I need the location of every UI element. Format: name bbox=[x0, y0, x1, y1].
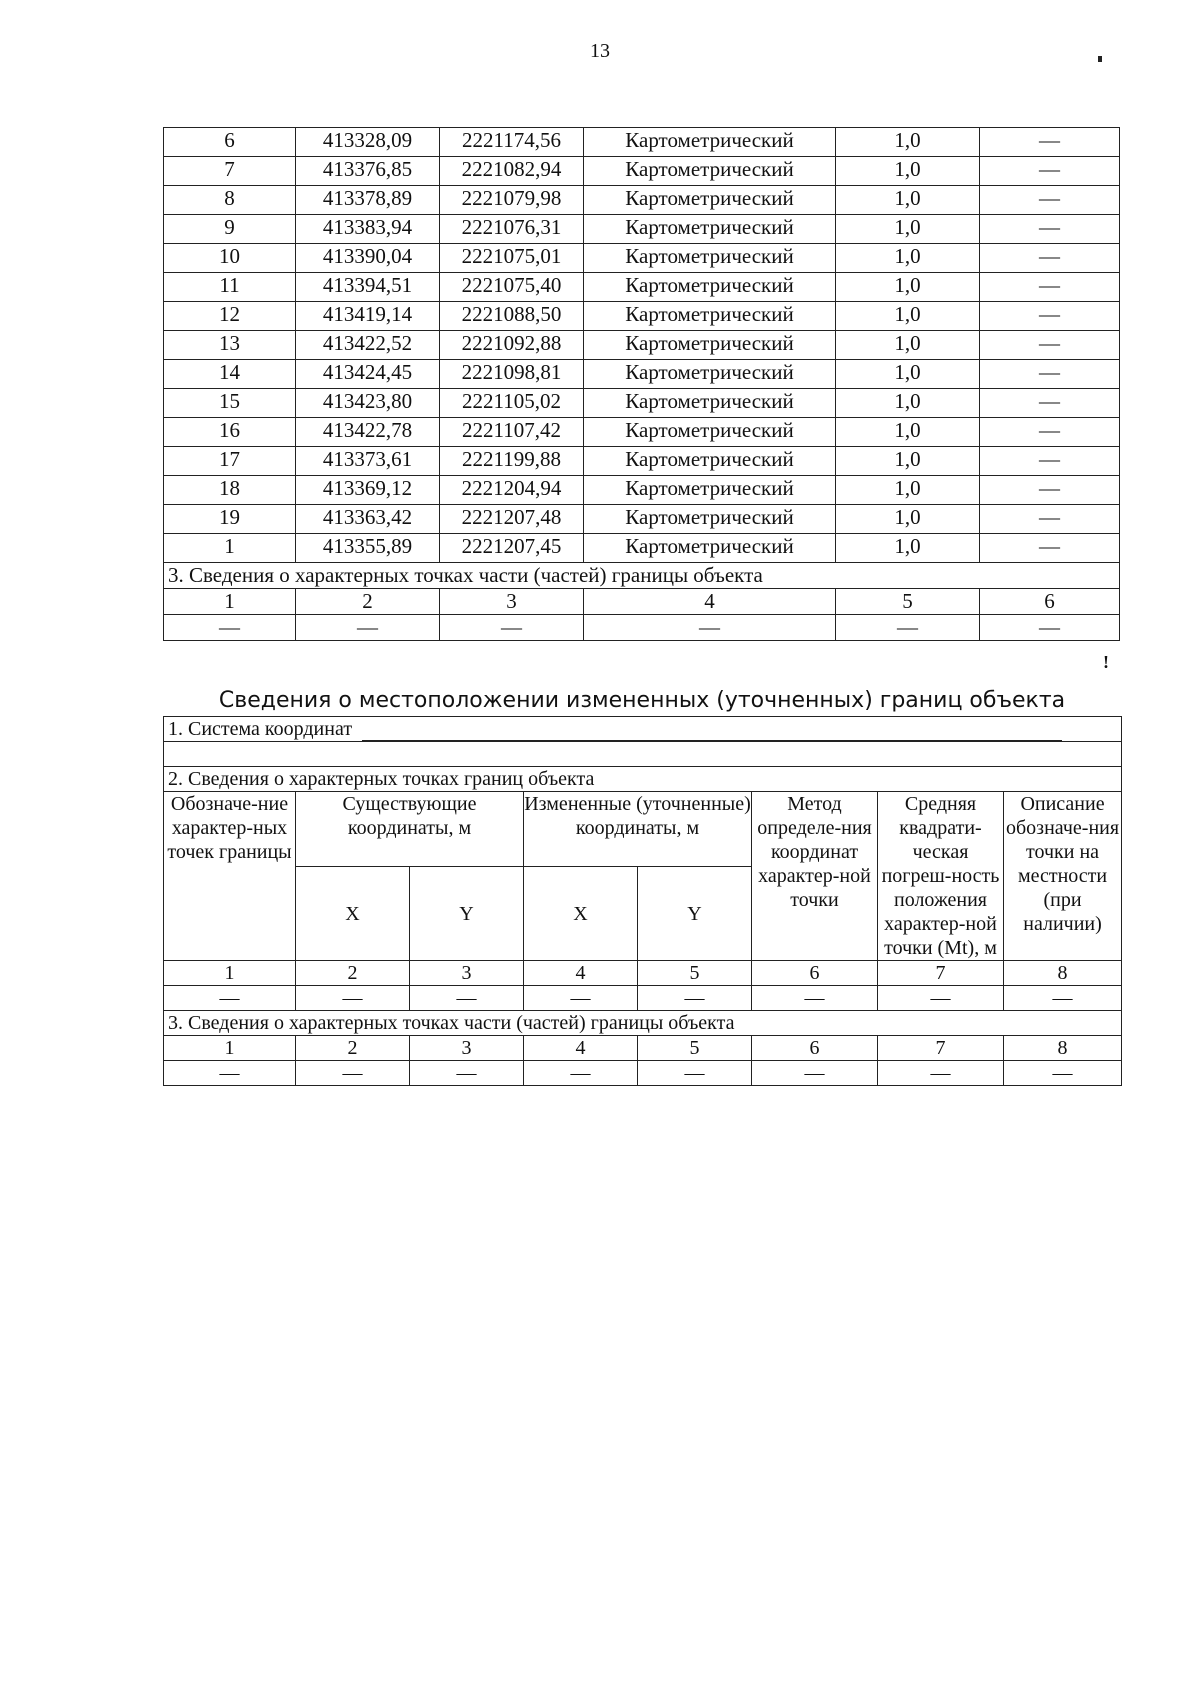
column-numbers-row bbox=[164, 961, 1122, 986]
header-existing-y: Y bbox=[410, 867, 524, 961]
mt-value: 1,0 bbox=[836, 186, 980, 215]
method: Картометрический bbox=[584, 186, 836, 215]
mt-value: 1,0 bbox=[836, 476, 980, 505]
mt-value: 1,0 bbox=[836, 331, 980, 360]
section3-numbers-row bbox=[164, 1036, 1122, 1061]
table-row bbox=[164, 360, 1120, 389]
dash-cell: — bbox=[296, 615, 440, 641]
y-coordinate: 2221207,45 bbox=[440, 534, 584, 563]
section2-label: 2. Сведения о характерных точках границ объекта bbox=[164, 767, 1122, 792]
x-coordinate: 413376,85 bbox=[296, 157, 440, 186]
table-row bbox=[164, 331, 1120, 360]
y-coordinate: 2221107,42 bbox=[440, 418, 584, 447]
description: — bbox=[980, 389, 1120, 418]
point-number: 19 bbox=[164, 505, 296, 534]
dash-cell: — bbox=[638, 986, 752, 1011]
point-number: 18 bbox=[164, 476, 296, 505]
point-number: 8 bbox=[164, 186, 296, 215]
dash-cell: — bbox=[584, 615, 836, 641]
y-coordinate: 2221199,88 bbox=[440, 447, 584, 476]
dash-cell: — bbox=[524, 1061, 638, 1086]
point-number: 13 bbox=[164, 331, 296, 360]
col-num: 2 bbox=[296, 961, 410, 986]
mt-value: 1,0 bbox=[836, 389, 980, 418]
table-row bbox=[164, 447, 1120, 476]
section3-dash-row bbox=[164, 1061, 1122, 1086]
section3-dash-row bbox=[164, 615, 1120, 641]
section3-row bbox=[164, 563, 1120, 589]
x-coordinate: 413394,51 bbox=[296, 273, 440, 302]
point-number: 1 bbox=[164, 534, 296, 563]
col-num: 3 bbox=[410, 1036, 524, 1061]
section2-row bbox=[164, 767, 1122, 792]
dash-cell: — bbox=[164, 615, 296, 641]
dash-cell: — bbox=[440, 615, 584, 641]
method: Картометрический bbox=[584, 360, 836, 389]
table-row bbox=[164, 215, 1120, 244]
x-coordinate: 413373,61 bbox=[296, 447, 440, 476]
mt-value: 1,0 bbox=[836, 215, 980, 244]
description: — bbox=[980, 302, 1120, 331]
header-changed-x: X bbox=[524, 867, 638, 961]
col-num: 1 bbox=[164, 1036, 296, 1061]
col-num: 4 bbox=[524, 1036, 638, 1061]
point-number: 16 bbox=[164, 418, 296, 447]
dash-cell: — bbox=[878, 1061, 1004, 1086]
y-coordinate: 2221076,31 bbox=[440, 215, 584, 244]
x-coordinate: 413355,89 bbox=[296, 534, 440, 563]
dash-cell: — bbox=[1004, 986, 1122, 1011]
header-method: Метод определе-ния координат характер-ной точки bbox=[752, 792, 878, 961]
table-row bbox=[164, 389, 1120, 418]
col-num: 1 bbox=[164, 589, 296, 615]
description: — bbox=[980, 418, 1120, 447]
col-num: 2 bbox=[296, 589, 440, 615]
dash-cell: — bbox=[164, 986, 296, 1011]
blank-cell bbox=[164, 742, 1122, 767]
method: Картометрический bbox=[584, 447, 836, 476]
mt-value: 1,0 bbox=[836, 157, 980, 186]
description: — bbox=[980, 476, 1120, 505]
coord-system-row bbox=[164, 717, 1122, 742]
side-mark: ! bbox=[1103, 652, 1109, 672]
x-coordinate: 413378,89 bbox=[296, 186, 440, 215]
boundary-points-body bbox=[164, 128, 1120, 563]
dash-cell: — bbox=[296, 986, 410, 1011]
description: — bbox=[980, 534, 1120, 563]
x-coordinate: 413423,80 bbox=[296, 389, 440, 418]
table-row bbox=[164, 505, 1120, 534]
dash-cell: — bbox=[752, 986, 878, 1011]
page-number: 13 bbox=[590, 40, 610, 62]
col-num: 7 bbox=[878, 961, 1004, 986]
dash-cell: — bbox=[410, 986, 524, 1011]
header-changed-y: Y bbox=[638, 867, 752, 961]
description: — bbox=[980, 360, 1120, 389]
description: — bbox=[980, 215, 1120, 244]
y-coordinate: 2221075,40 bbox=[440, 273, 584, 302]
col-num: 3 bbox=[440, 589, 584, 615]
point-number: 11 bbox=[164, 273, 296, 302]
changed-boundaries-table bbox=[163, 716, 1122, 1086]
point-number: 9 bbox=[164, 215, 296, 244]
method: Картометрический bbox=[584, 128, 836, 157]
section-title: Сведения о местоположении измененных (уточненных) границ объекта bbox=[218, 688, 1066, 713]
table-row bbox=[164, 128, 1120, 157]
method: Картометрический bbox=[584, 244, 836, 273]
point-number: 17 bbox=[164, 447, 296, 476]
col-num: 8 bbox=[1004, 961, 1122, 986]
x-coordinate: 413369,12 bbox=[296, 476, 440, 505]
point-number: 7 bbox=[164, 157, 296, 186]
header-existing: Существующие координаты, м bbox=[296, 792, 524, 867]
method: Картометрический bbox=[584, 476, 836, 505]
x-coordinate: 413363,42 bbox=[296, 505, 440, 534]
point-number: 12 bbox=[164, 302, 296, 331]
point-number: 6 bbox=[164, 128, 296, 157]
col-num: 7 bbox=[878, 1036, 1004, 1061]
mt-value: 1,0 bbox=[836, 447, 980, 476]
y-coordinate: 2221207,48 bbox=[440, 505, 584, 534]
description: — bbox=[980, 128, 1120, 157]
col-num: 6 bbox=[752, 961, 878, 986]
mt-value: 1,0 bbox=[836, 302, 980, 331]
dash-cell: — bbox=[836, 615, 980, 641]
header-point: Обозначе-ние характер-ных точек границы bbox=[164, 792, 296, 961]
dash-cell: — bbox=[296, 1061, 410, 1086]
y-coordinate: 2221092,88 bbox=[440, 331, 584, 360]
x-coordinate: 413328,09 bbox=[296, 128, 440, 157]
section3-row bbox=[164, 1011, 1122, 1036]
scan-dot bbox=[1098, 56, 1102, 62]
header-row bbox=[164, 792, 1122, 867]
col-num: 6 bbox=[752, 1036, 878, 1061]
table-row bbox=[164, 476, 1120, 505]
y-coordinate: 2221088,50 bbox=[440, 302, 584, 331]
coord-system-label: 1. Система координат bbox=[168, 718, 353, 740]
point-number: 14 bbox=[164, 360, 296, 389]
header-description: Описание обозначе-ния точки на местности (при наличии) bbox=[1004, 792, 1122, 961]
boundary-points-table bbox=[163, 127, 1120, 641]
dash-cell: — bbox=[524, 986, 638, 1011]
table-row bbox=[164, 157, 1120, 186]
table-row bbox=[164, 302, 1120, 331]
method: Картометрический bbox=[584, 389, 836, 418]
table-row bbox=[164, 186, 1120, 215]
dash-cell: — bbox=[638, 1061, 752, 1086]
description: — bbox=[980, 244, 1120, 273]
description: — bbox=[980, 505, 1120, 534]
mt-value: 1,0 bbox=[836, 128, 980, 157]
section3-label: 3. Сведения о характерных точках части (частей) границы объекта bbox=[164, 1011, 1122, 1036]
col-num: 5 bbox=[836, 589, 980, 615]
y-coordinate: 2221079,98 bbox=[440, 186, 584, 215]
col-num: 3 bbox=[410, 961, 524, 986]
description: — bbox=[980, 186, 1120, 215]
y-coordinate: 2221105,02 bbox=[440, 389, 584, 418]
mt-value: 1,0 bbox=[836, 244, 980, 273]
col-num: 2 bbox=[296, 1036, 410, 1061]
dash-cell: — bbox=[752, 1061, 878, 1086]
col-num: 1 bbox=[164, 961, 296, 986]
col-num: 4 bbox=[584, 589, 836, 615]
dash-row bbox=[164, 986, 1122, 1011]
method: Картометрический bbox=[584, 215, 836, 244]
y-coordinate: 2221098,81 bbox=[440, 360, 584, 389]
x-coordinate: 413419,14 bbox=[296, 302, 440, 331]
section3-label: 3. Сведения о характерных точках части (частей) границы объекта bbox=[164, 563, 1120, 589]
mt-value: 1,0 bbox=[836, 505, 980, 534]
mt-value: 1,0 bbox=[836, 360, 980, 389]
mt-value: 1,0 bbox=[836, 534, 980, 563]
dash-cell: — bbox=[1004, 1061, 1122, 1086]
header-mt: Средняя квадрати-ческая погреш-ность положения характер-ной точки (Mt), м bbox=[878, 792, 1004, 961]
table-row bbox=[164, 244, 1120, 273]
method: Картометрический bbox=[584, 418, 836, 447]
table-row bbox=[164, 418, 1120, 447]
col-num: 6 bbox=[980, 589, 1120, 615]
dash-cell: — bbox=[164, 1061, 296, 1086]
x-coordinate: 413424,45 bbox=[296, 360, 440, 389]
col-num: 4 bbox=[524, 961, 638, 986]
description: — bbox=[980, 157, 1120, 186]
method: Картометрический bbox=[584, 505, 836, 534]
description: — bbox=[980, 273, 1120, 302]
point-number: 10 bbox=[164, 244, 296, 273]
y-coordinate: 2221082,94 bbox=[440, 157, 584, 186]
mt-value: 1,0 bbox=[836, 273, 980, 302]
section3-numbers-row bbox=[164, 589, 1120, 615]
x-coordinate: 413390,04 bbox=[296, 244, 440, 273]
method: Картометрический bbox=[584, 273, 836, 302]
method: Картометрический bbox=[584, 157, 836, 186]
header-existing-x: X bbox=[296, 867, 410, 961]
dash-cell: — bbox=[410, 1061, 524, 1086]
blank-row bbox=[164, 742, 1122, 767]
dash-cell: — bbox=[980, 615, 1120, 641]
coord-system-underline bbox=[362, 720, 1062, 741]
col-num: 5 bbox=[638, 1036, 752, 1061]
x-coordinate: 413422,52 bbox=[296, 331, 440, 360]
x-coordinate: 413422,78 bbox=[296, 418, 440, 447]
mt-value: 1,0 bbox=[836, 418, 980, 447]
method: Картометрический bbox=[584, 302, 836, 331]
method: Картометрический bbox=[584, 331, 836, 360]
y-coordinate: 2221204,94 bbox=[440, 476, 584, 505]
point-number: 15 bbox=[164, 389, 296, 418]
header-changed: Измененные (уточненные) координаты, м bbox=[524, 792, 752, 867]
description: — bbox=[980, 447, 1120, 476]
dash-cell: — bbox=[878, 986, 1004, 1011]
col-num: 5 bbox=[638, 961, 752, 986]
col-num: 8 bbox=[1004, 1036, 1122, 1061]
table-row bbox=[164, 534, 1120, 563]
y-coordinate: 2221174,56 bbox=[440, 128, 584, 157]
method: Картометрический bbox=[584, 534, 836, 563]
x-coordinate: 413383,94 bbox=[296, 215, 440, 244]
coord-system-cell bbox=[164, 717, 1122, 742]
y-coordinate: 2221075,01 bbox=[440, 244, 584, 273]
description: — bbox=[980, 331, 1120, 360]
table-row bbox=[164, 273, 1120, 302]
